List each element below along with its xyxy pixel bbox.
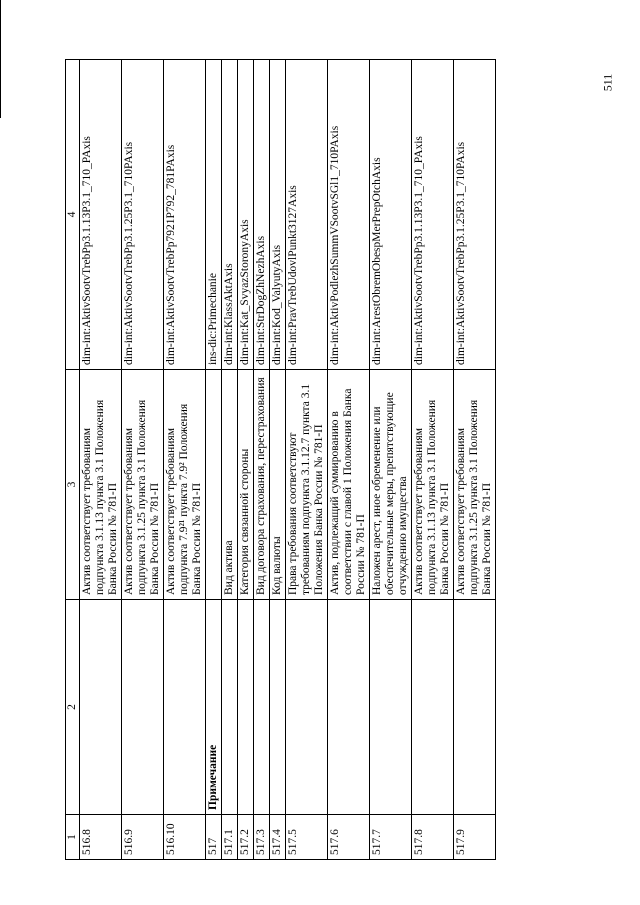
cell-col4: dim-int:ArestObremObespMerPrepOtchAxis — [370, 60, 412, 370]
attributes-table — [65, 59, 496, 860]
cell-col3: Актив, подлежащий суммированию в соответствии с главой 1 Положения Банка России № 781-П — [328, 370, 370, 600]
cell-col2 — [164, 600, 206, 815]
cell-col4: dim-int:AktivSootvTrebPp7921P792_781PAxis — [164, 60, 206, 370]
cell-col4: dim-int:StrDogZhNezhAxis — [254, 60, 270, 370]
table-row — [80, 60, 122, 860]
cell-num: 517.2 — [238, 815, 254, 860]
cell-col2 — [222, 600, 238, 815]
cell-col2: Примечание — [206, 600, 222, 815]
table-row — [206, 60, 222, 860]
cell-col4: dim-int:Kod_ValyutyAxis — [270, 60, 286, 370]
cell-col4: dim-int:AktivSootvTrebPp3.1.13P3.1_710_PAxis — [80, 60, 122, 370]
table-row — [164, 60, 206, 860]
table-row — [286, 60, 328, 860]
cell-col4: ins-dic:Primechanie — [206, 60, 222, 370]
cell-num: 517.4 — [270, 815, 286, 860]
cell-col4: dim-int:KlassAktAxis — [222, 60, 238, 370]
table-body — [80, 60, 496, 860]
cell-col3: Права требования соответствуют требованиям подпункта 3.1.12.7 пункта 3.1 Положения Банка России № 781-П — [286, 370, 328, 600]
cell-col3: Наложен арест, иное обременение или обеспечительные меры, препятствующие отчуждению имущества — [370, 370, 412, 600]
cell-num: 517.7 — [370, 815, 412, 860]
cell-col3 — [206, 370, 222, 600]
cell-col2 — [454, 600, 496, 815]
cell-col2 — [254, 600, 270, 815]
cell-num: 517.6 — [328, 815, 370, 860]
cell-num: 517.1 — [222, 815, 238, 860]
cell-col3: Актив соответствует требованиям подпункта 3.1.25 пункта 3.1 Положения Банка России № 781-П — [122, 370, 164, 600]
table-row — [328, 60, 370, 860]
header-cell: 2 — [66, 600, 80, 815]
cell-num: 516.9 — [122, 815, 164, 860]
cell-col3: Категория связанной стороны — [238, 370, 254, 600]
header-row — [66, 60, 80, 860]
rotated-table-container — [65, 60, 541, 860]
cell-col3: Актив соответствует требованиям подпункта 3.1.13 пункта 3.1 Положения Банка России № 781-П — [412, 370, 454, 600]
cell-col4: dim-int:Kat_SvyazStoronyAxis — [238, 60, 254, 370]
table-row — [370, 60, 412, 860]
table-row — [270, 60, 286, 860]
table-row — [412, 60, 454, 860]
cell-col2 — [80, 600, 122, 815]
cell-num: 517.5 — [286, 815, 328, 860]
cell-col4: dim-int:AktivPodlezhSummVSootvSGl1_710PAxis — [328, 60, 370, 370]
cell-num: 517.9 — [454, 815, 496, 860]
cell-num: 517.3 — [254, 815, 270, 860]
cell-col4: dim-int:PravTrebUdovlPunkt3127Axis — [286, 60, 328, 370]
table-row — [238, 60, 254, 860]
cell-num: 517 — [206, 815, 222, 860]
page-number: 511 — [600, 73, 615, 92]
cell-col2 — [370, 600, 412, 815]
cell-col3: Актив соответствует требованиям подпункта 7.9²¹ пункта 7.9² Положения Банка России № 781-П — [164, 370, 206, 600]
cell-col2 — [270, 600, 286, 815]
cell-col3: Актив соответствует требованиям подпункта 3.1.13 пункта 3.1 Положения Банка России № 781-П — [80, 370, 122, 600]
header-cell: 3 — [66, 370, 80, 600]
edge-mark — [0, 0, 1, 118]
table-row — [454, 60, 496, 860]
cell-col2 — [122, 600, 164, 815]
cell-col4: dim-int:AktivSootvTrebPp3.1.25P3.1_710PAxis — [454, 60, 496, 370]
table-row — [254, 60, 270, 860]
table-row — [222, 60, 238, 860]
cell-col3: Вид актива — [222, 370, 238, 600]
cell-num: 517.8 — [412, 815, 454, 860]
header-cell: 4 — [66, 60, 80, 370]
cell-col3: Вид договора страхования, перестрахования — [254, 370, 270, 600]
cell-col2 — [286, 600, 328, 815]
cell-col2 — [238, 600, 254, 815]
table-row — [122, 60, 164, 860]
cell-col2 — [328, 600, 370, 815]
cell-col3: Актив соответствует требованиям подпункта 3.1.25 пункта 3.1 Положения Банка России № 781-П — [454, 370, 496, 600]
cell-col3: Код валюты — [270, 370, 286, 600]
cell-col4: dim-int:AktivSootvTrebPp3.1.25P3.1_710PAxis — [122, 60, 164, 370]
cell-col4: dim-int:AktivSootvTrebPp3.1.13P3.1_710_PAxis — [412, 60, 454, 370]
cell-num: 516.8 — [80, 815, 122, 860]
cell-col2 — [412, 600, 454, 815]
header-cell: 1 — [66, 815, 80, 860]
cell-num: 516.10 — [164, 815, 206, 860]
